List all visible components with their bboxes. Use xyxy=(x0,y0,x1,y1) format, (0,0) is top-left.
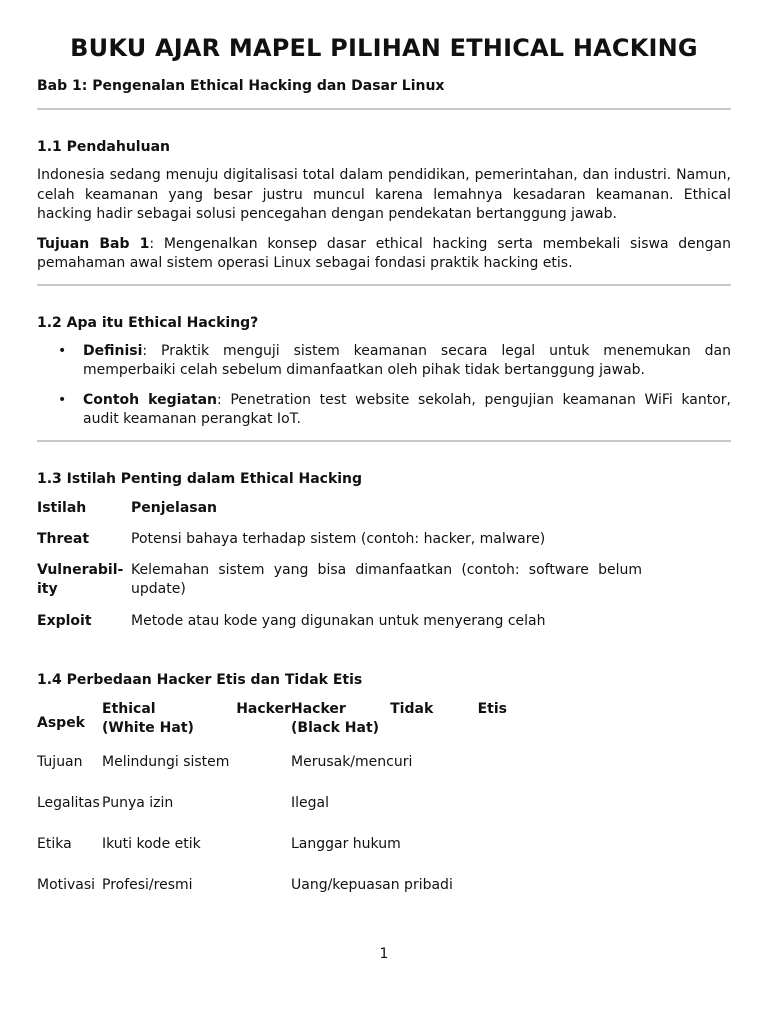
terms-table xyxy=(37,497,642,652)
term-cell: Vulnerability xyxy=(37,561,124,597)
column-header-term: Istilah xyxy=(37,499,87,516)
bullet-icon: • xyxy=(58,342,67,359)
section-heading-1-1: 1.1 Pendahuluan xyxy=(37,139,170,155)
ethical-cell: Profesi/resmi xyxy=(102,877,193,894)
header-word: Tidak xyxy=(390,700,434,717)
section-heading-1-3: 1.3 Istilah Penting dalam Ethical Hacking xyxy=(37,470,363,487)
header-word: Hacker xyxy=(236,700,291,717)
unethical-cell: Langgar hukum xyxy=(291,836,401,853)
column-header-explanation: Penjelasan xyxy=(131,499,218,516)
unethical-cell: Ilegal xyxy=(291,795,329,812)
explanation-cell: Potensi bahaya terhadap sistem (contoh: hacker, malware) xyxy=(131,530,546,547)
definition-list xyxy=(37,342,731,430)
term-cell: Exploit xyxy=(37,612,92,629)
column-header-unethical xyxy=(291,700,507,748)
section-heading-1-4: 1.4 Perbedaan Hacker Etis dan Tidak Etis xyxy=(37,671,363,688)
intro-paragraph: Indonesia sedang menuju digitalisasi total dalam pendidikan, pemerintahan, dan industri. Namun, celah keamanan yang besar justru muncul karena lemahnya kesadaran keamanan. Ethical hacking hadir sebagai solusi pencegahan dengan pendekatan bertanggung jawab. xyxy=(37,167,731,222)
unethical-cell: Uang/kepuasan pribadi xyxy=(291,877,453,894)
column-header-ethical xyxy=(102,700,291,748)
list-item xyxy=(37,391,731,430)
unethical-cell: Merusak/mencuri xyxy=(291,754,413,771)
header-word: Hacker xyxy=(291,700,346,717)
section-heading-1-2: 1.2 Apa itu Ethical Hacking? xyxy=(37,314,259,331)
list-item xyxy=(37,342,731,381)
aspect-cell: Tujuan xyxy=(37,754,83,771)
chapter-goal-text: : Mengenalkan konsep dasar ethical hacking serta membekali siswa dengan pemahaman awal sistem operasi Linux sebagai fondasi praktik hacking etis. xyxy=(37,235,731,271)
term-cell: Threat xyxy=(37,530,90,547)
header-word: (Black Hat) xyxy=(291,720,380,736)
header-word: Ethical xyxy=(102,700,156,717)
explanation-cell: Metode atau kode yang digunakan untuk menyerang celah xyxy=(131,612,546,629)
table-row xyxy=(37,528,642,559)
aspect-cell: Etika xyxy=(37,836,72,853)
table-header-row xyxy=(37,700,507,748)
aspect-cell: Legalitas xyxy=(37,795,100,812)
explanation-cell: Kelemahan sistem yang bisa dimanfaatkan (contoh: software belum update) xyxy=(131,561,642,597)
table-row xyxy=(37,830,507,861)
divider xyxy=(37,440,731,442)
chapter-title: Bab 1: Pengenalan Ethical Hacking dan Dasar Linux xyxy=(37,78,445,94)
list-item-text: : Praktik menguji sistem keamanan secara legal untuk menemukan dan memperbaiki celah sebelum dimanfaatkan oleh pihak tidak bertanggung jawab. xyxy=(83,342,731,378)
column-header-aspect: Aspek xyxy=(37,714,85,731)
chapter-goal-label: Tujuan Bab 1 xyxy=(37,235,150,252)
header-word: Etis xyxy=(477,700,507,717)
list-item-label: Definisi xyxy=(83,342,143,359)
comparison-table xyxy=(37,700,507,912)
bullet-icon: • xyxy=(58,391,67,408)
table-header-row xyxy=(37,497,642,528)
ethical-cell: Melindungi sistem xyxy=(102,754,230,771)
aspect-cell: Motivasi xyxy=(37,877,96,894)
table-row xyxy=(37,861,507,912)
chapter-goal-paragraph xyxy=(37,235,731,274)
divider xyxy=(37,284,731,286)
list-item-label: Contoh kegiatan xyxy=(83,391,217,408)
page-number: 1 xyxy=(379,946,389,962)
table-row xyxy=(37,748,507,779)
ethical-cell: Punya izin xyxy=(102,795,174,812)
divider xyxy=(37,108,731,110)
header-word: (White Hat) xyxy=(102,720,194,736)
document-title: BUKU AJAR MAPEL PILIHAN ETHICAL HACKING xyxy=(70,34,698,62)
list-item-text: : Penetration test website sekolah, pengujian keamanan WiFi kantor, audit keamanan perangkat IoT. xyxy=(83,391,731,427)
table-row xyxy=(37,779,507,830)
table-row xyxy=(37,610,642,652)
table-row xyxy=(37,559,642,610)
document-page xyxy=(37,0,731,912)
ethical-cell: Ikuti kode etik xyxy=(102,836,201,853)
